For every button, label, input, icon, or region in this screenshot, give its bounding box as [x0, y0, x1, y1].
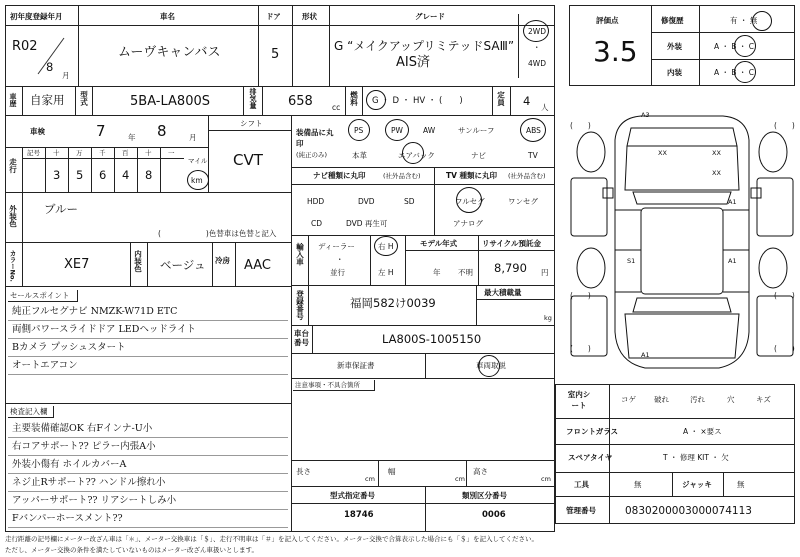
- color-note: ( )色替車は色替と記入: [158, 229, 277, 238]
- shift-value: CVT: [233, 151, 263, 169]
- chassis-label: 車台番号: [294, 329, 309, 348]
- diag-paren-5: ( ): [570, 344, 591, 353]
- model-label: 型式: [79, 91, 89, 106]
- digit-divider: [114, 147, 115, 192]
- ac-label: 冷房: [215, 256, 230, 265]
- ac-value: AAC: [244, 258, 271, 273]
- diag-paren-6: ( ): [774, 344, 795, 353]
- import-right-h: 右 H: [378, 242, 394, 251]
- ruled-line: [8, 473, 288, 474]
- width-unit: cm: [455, 475, 465, 483]
- equip-navi: ナビ: [471, 151, 486, 160]
- equip-aw: AW: [423, 126, 436, 135]
- seat-option: 破れ: [654, 395, 669, 404]
- tv-fullseg: フルセグ: [455, 197, 485, 206]
- km-label: km: [191, 176, 203, 185]
- equip-airbag: エアバック: [398, 151, 435, 160]
- max-load-unit: kg: [544, 314, 552, 322]
- grade-label: グレード: [415, 12, 445, 21]
- diag-xx-1: XX: [658, 149, 667, 157]
- equip-pw: PW: [391, 126, 403, 135]
- equip-airbag-circle: [402, 142, 424, 164]
- navi-sd: SD: [404, 197, 415, 206]
- drive-4wd: 4WD: [528, 59, 546, 68]
- model-year-unknown: 不明: [458, 268, 473, 277]
- disp-label: 排気量: [249, 88, 257, 109]
- mileage-label: 走行: [8, 158, 18, 173]
- color-label: 外装色: [8, 205, 18, 228]
- color-code: XE7: [64, 257, 90, 272]
- interior-color-label: 内装色: [133, 250, 143, 273]
- shift-label: シフト: [240, 119, 263, 128]
- model-year-unit: 年: [433, 268, 441, 277]
- digit-divider: [45, 147, 46, 192]
- inspector-line: 主要装備確認OK 右Fインナ-U小: [12, 423, 153, 434]
- sales-point-line: 両側パワースライドドア LEDヘッドライト: [12, 324, 197, 335]
- diag-a1-3: A1: [641, 351, 650, 359]
- tv-sublabel: (社外品含む): [508, 172, 546, 180]
- length-unit: cm: [365, 475, 375, 483]
- car-name: ムーヴキャンバス: [118, 45, 221, 60]
- disp-unit: cc: [332, 103, 341, 112]
- equip-leather: 本革: [352, 151, 367, 160]
- tv-label: TV 種類に丸印: [446, 171, 498, 180]
- mgmt-value: 0830200003000074113: [625, 505, 752, 517]
- tv-oneseg: ワンセグ: [508, 197, 538, 206]
- interior-b-circle: [734, 61, 756, 83]
- chassis-value: LA800S-1005150: [382, 332, 482, 346]
- inspector-line: Fバンパーホースメント??: [12, 513, 123, 524]
- reg-month: 8: [46, 60, 54, 74]
- import-right-h-circle: [374, 236, 398, 256]
- inspector-line: 右コアサポート?? ピラー内張A小: [12, 441, 156, 452]
- drive-dot: ・: [533, 43, 541, 52]
- import-parallel: 並行: [330, 268, 345, 277]
- ruled-line: [8, 509, 288, 510]
- glass-label: フロントガラス: [566, 427, 619, 436]
- digit-value: 5: [76, 168, 84, 182]
- seat-option: キズ: [756, 395, 771, 404]
- navi-dvd-play: DVD 再生可: [346, 219, 388, 228]
- jack-label: ジャッキ: [682, 480, 712, 489]
- type-no-value: 18746: [344, 510, 374, 520]
- tv-fullseg-circle: [456, 187, 482, 213]
- navi-label: ナビ種類に丸印: [313, 171, 366, 180]
- car-diagram: [569, 100, 795, 380]
- registration-label: 登録番号: [295, 290, 305, 320]
- interior-grades: A ・ B ・ C: [714, 68, 755, 77]
- tools-label: 工具: [574, 480, 589, 489]
- mgmt-label: 管理番号: [566, 506, 596, 515]
- seat-option: 汚れ: [690, 395, 705, 404]
- diag-paren-1: ( ): [570, 121, 591, 130]
- length-label: 長さ: [296, 467, 311, 476]
- ruled-line: [8, 437, 288, 438]
- max-load-label: 最大積載量: [484, 288, 522, 297]
- repair-none-circle: [752, 11, 772, 31]
- inspector-line: アッパーサポート?? リアシートしみ小: [12, 495, 177, 506]
- diag-paren-2: ( ): [774, 121, 795, 130]
- mile-label: マイル: [188, 157, 208, 165]
- digit-value: 6: [99, 168, 107, 182]
- sales-point-line: Bカメラ プッシュスタート: [12, 342, 126, 353]
- grade-line2: AIS済: [396, 55, 430, 70]
- fuel-options: G ・ D ・ HV ・ ( ): [372, 96, 463, 106]
- repair-options: 有 ・ 無: [730, 16, 758, 25]
- interior-color: ベージュ: [160, 258, 206, 272]
- inspection-label: 車検: [30, 127, 45, 136]
- fuel-g-circle: [366, 90, 386, 110]
- km-circle: [187, 170, 209, 190]
- exterior-label: 外装: [667, 42, 682, 51]
- shape-label: 形状: [302, 12, 317, 21]
- glass-options: A ・ ×要ス: [683, 427, 722, 436]
- ruled-line: [8, 338, 288, 339]
- inspection-month: 8: [157, 122, 167, 140]
- digit-header: 十: [145, 149, 152, 157]
- door-label: ドア: [266, 12, 281, 21]
- height-label: 高さ: [473, 467, 488, 476]
- navi-hdd: HDD: [307, 197, 325, 206]
- equip-ps: PS: [354, 126, 364, 135]
- seat-option: コゲ: [621, 395, 636, 404]
- ruled-line: [8, 455, 288, 456]
- diag-paren-4: ( ): [774, 291, 795, 300]
- digit-header: 記号: [27, 149, 40, 157]
- repair-label: 修復歴: [661, 16, 684, 25]
- digit-header: 百: [122, 149, 129, 157]
- digit-value: 4: [122, 168, 130, 182]
- digit-header: 十: [53, 149, 60, 157]
- diag-xx-3: XX: [712, 169, 721, 177]
- diag-xx-2: XX: [712, 149, 721, 157]
- import-label: 輸入車: [295, 243, 305, 266]
- exterior-grades: A ・ B ・ C: [714, 42, 755, 51]
- tools-value: 無: [634, 480, 642, 489]
- diag-a1-1: A1: [728, 198, 737, 206]
- drive-2wd-circle: [523, 20, 549, 42]
- ruled-line: [8, 527, 288, 528]
- score-label: 評価点: [596, 16, 619, 25]
- sales-point-line: 純正フルセグナビ NMZK-W71D ETC: [12, 306, 178, 317]
- diag-a1-2: A1: [728, 257, 737, 265]
- inspection-year-unit: 年: [128, 133, 136, 142]
- reg-era-year: R02: [12, 39, 38, 54]
- equip-sunroof: サンルーフ: [458, 126, 495, 135]
- navi-cd: CD: [311, 219, 323, 228]
- fuel-label: 燃料: [349, 91, 359, 106]
- color-code-label: カラーNo.: [8, 250, 17, 282]
- color-value: ブルー: [44, 202, 79, 216]
- manual-circle: [478, 355, 500, 377]
- height-unit: cm: [541, 475, 551, 483]
- grade-line1: G “メイクアップリミテッドSAⅢ”: [334, 39, 515, 53]
- ruled-line: [8, 491, 288, 492]
- equipment-label: 装備品に丸印: [296, 128, 334, 148]
- capacity-label: 定員: [496, 91, 506, 106]
- width-label: 幅: [388, 467, 396, 476]
- tv-analog: アナログ: [453, 219, 483, 228]
- door-count: 5: [271, 47, 280, 62]
- digit-header: 一: [168, 149, 175, 157]
- score-value: 3.5: [593, 35, 638, 68]
- warranty-label: 新車保証書: [337, 361, 375, 370]
- digit-divider: [160, 147, 161, 192]
- recycle-yen: 円: [541, 268, 549, 277]
- class-label: 類別区分番号: [462, 491, 507, 500]
- usage-label: 車歴: [9, 93, 17, 107]
- diag-s1: S1: [627, 257, 636, 265]
- inspection-month-unit: 月: [189, 133, 197, 142]
- navi-dvd: DVD: [358, 197, 375, 206]
- footer-line1: 走行距離の記号欄にメーター改ざん車は「＊」、メーター交換車は「＄」、走行不明車は「＃」を記入してください。メーター交換で合算表示した場合にも「＄」を記入してください。: [5, 535, 538, 543]
- equip-pw-circle: [385, 119, 409, 141]
- recycle-value: 8,790: [494, 261, 527, 275]
- seat-option: 穴: [727, 395, 735, 404]
- first-reg-label: 初年度登録年月: [10, 12, 63, 21]
- sales-points-label: セールスポイント: [10, 291, 70, 300]
- import-dot: ・: [336, 255, 344, 264]
- jack-value: 無: [737, 480, 745, 489]
- registration-value: 福岡582け0039: [350, 296, 436, 310]
- ruled-line: [8, 374, 288, 375]
- interior-label: 内装: [667, 68, 682, 77]
- capacity-unit: 人: [541, 103, 549, 112]
- ruled-line: [8, 356, 288, 357]
- diag-paren-3: ( ): [570, 291, 591, 300]
- model-year-label: モデル年式: [420, 239, 458, 248]
- import-dealer: ディーラー: [318, 242, 355, 251]
- drive-2wd: 2WD: [528, 27, 546, 36]
- digit-divider: [137, 147, 138, 192]
- type-no-label: 型式指定番号: [330, 491, 375, 500]
- sales-point-line: オートエアコン: [12, 360, 78, 371]
- model-value: 5BA-LA800S: [130, 94, 210, 109]
- class-no-value: 0006: [482, 510, 506, 520]
- inspector-line: 外装小傷有 ホイルカバーA: [12, 459, 127, 470]
- equip-abs-circle: [520, 118, 546, 142]
- equip-ps-circle: [348, 119, 370, 141]
- digit-value: 8: [145, 168, 153, 182]
- equip-tv: TV: [528, 151, 538, 160]
- digit-header: 万: [76, 149, 83, 157]
- digit-divider: [91, 147, 92, 192]
- equipment-sublabel: (純正のみ): [296, 151, 328, 159]
- digit-header: 千: [99, 149, 106, 157]
- equip-abs: ABS: [526, 126, 541, 135]
- seat-label: 室内シート: [567, 390, 591, 411]
- spare-label: スペアタイヤ: [568, 453, 613, 462]
- recycle-label: リサイクル預託金: [482, 239, 541, 248]
- notes-label: 注意事項・不具合箇所: [295, 381, 360, 389]
- reg-month-unit: 月: [62, 71, 70, 80]
- inspection-year: 7: [96, 122, 106, 140]
- digit-value: 3: [53, 168, 61, 182]
- manual-label: 車両取説: [476, 361, 506, 370]
- footer-line2: ただし、メーター交換の条件を満たしていないものはメーター改ざん車扱いとします。: [5, 546, 258, 554]
- spare-options: T ・ 修理 KIT ・ 欠: [663, 453, 729, 462]
- diag-a3: A3: [641, 111, 650, 119]
- disp-value: 658: [288, 94, 313, 109]
- car-name-label: 車名: [160, 12, 175, 21]
- capacity-value: 4: [523, 94, 531, 108]
- inspector-label: 検査記入欄: [10, 407, 48, 416]
- ruled-line: [8, 320, 288, 321]
- exterior-b-circle: [734, 35, 756, 57]
- digit-divider: [68, 147, 69, 192]
- usage-value: 自家用: [30, 93, 65, 107]
- import-left-h: 左 H: [378, 268, 394, 277]
- navi-sublabel: (社外品含む): [383, 172, 421, 180]
- inspector-line: ネジ止Rサポート?? ハンドル擦れ小: [12, 477, 166, 488]
- header-divider: [5, 25, 555, 26]
